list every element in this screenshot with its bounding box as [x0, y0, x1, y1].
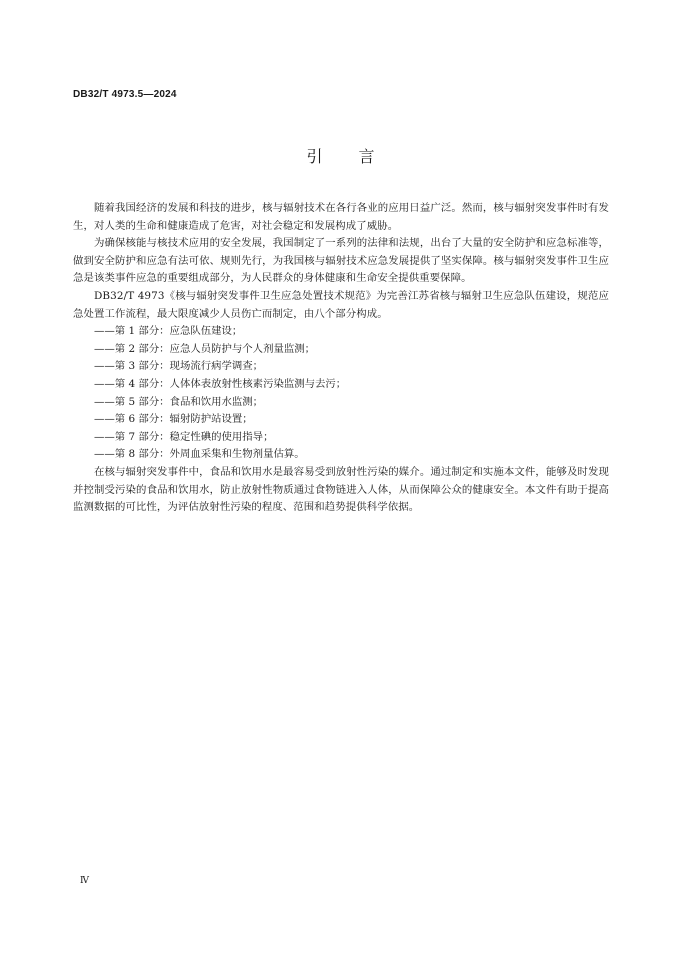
list-item: ——第 4 部分：人体体表放射性核素污染监测与去污； — [94, 377, 347, 390]
list-item: ——第 8 部分：外周血采集和生物剂量估算。 — [94, 448, 305, 461]
list-item: ——第 7 部分：稳定性碘的使用指导； — [94, 430, 274, 443]
closing-paragraph: 在核与辐射突发事件中，食品和饮用水是最容易受到放射性污染的媒介。通过制定和实施本文件，能够及时发现并控制受污染的食品和饮用水，防止放射性物质通过食物链进入人体，从而保障公众的健康安全。本文件有助于提高监测数据的可比性，为评估放射性污染的程度、范围和趋势提供科学依据。 — [73, 465, 609, 514]
intro-paragraph-3: DB32/T 4973《核与辐射突发事件卫生应急处置技术规范》为完善江苏省核与辐射卫生应急队伍建设，规范应急处置工作流程，最大限度减少人员伤亡而制定，由八个部分构成。 — [73, 289, 609, 320]
standard-code: DB32/T 4973.5—2024 — [73, 89, 177, 100]
document-body — [73, 200, 609, 517]
intro-paragraph-1: 随着我国经济的发展和科技的进步，核与辐射技术在各行各业的应用日益广泛。然而，核与辐射突发事件时有发生，对人类的生命和健康造成了危害，对社会稳定和发展构成了威胁。 — [73, 202, 609, 232]
page-title: 引言 — [306, 147, 411, 166]
list-item: ——第 1 部分：应急队伍建设； — [94, 325, 243, 338]
list-item: ——第 2 部分：应急人员防护与个人剂量监测； — [94, 342, 316, 355]
page-number: Ⅳ — [80, 876, 89, 886]
list-item: ——第 6 部分：辐射防护站设置； — [94, 413, 253, 426]
intro-paragraph-2: 为确保核能与核技术应用的安全发展，我国制定了一系列的法律和法规，出台了大量的安全防护和应急标准等，做到安全防护和应急有法可依、规则先行，为我国核与辐射技术应急发展提供了坚实保障。核与辐射突发事件卫生应急是该类事件应急的重要组成部分，为人民群众的身体健康和生命安全提供重要保障。 — [73, 237, 609, 285]
parts-list — [73, 323, 609, 464]
list-item: ——第 5 部分：食品和饮用水监测； — [94, 395, 264, 408]
list-item: ——第 3 部分：现场流行病学调查； — [94, 360, 264, 373]
